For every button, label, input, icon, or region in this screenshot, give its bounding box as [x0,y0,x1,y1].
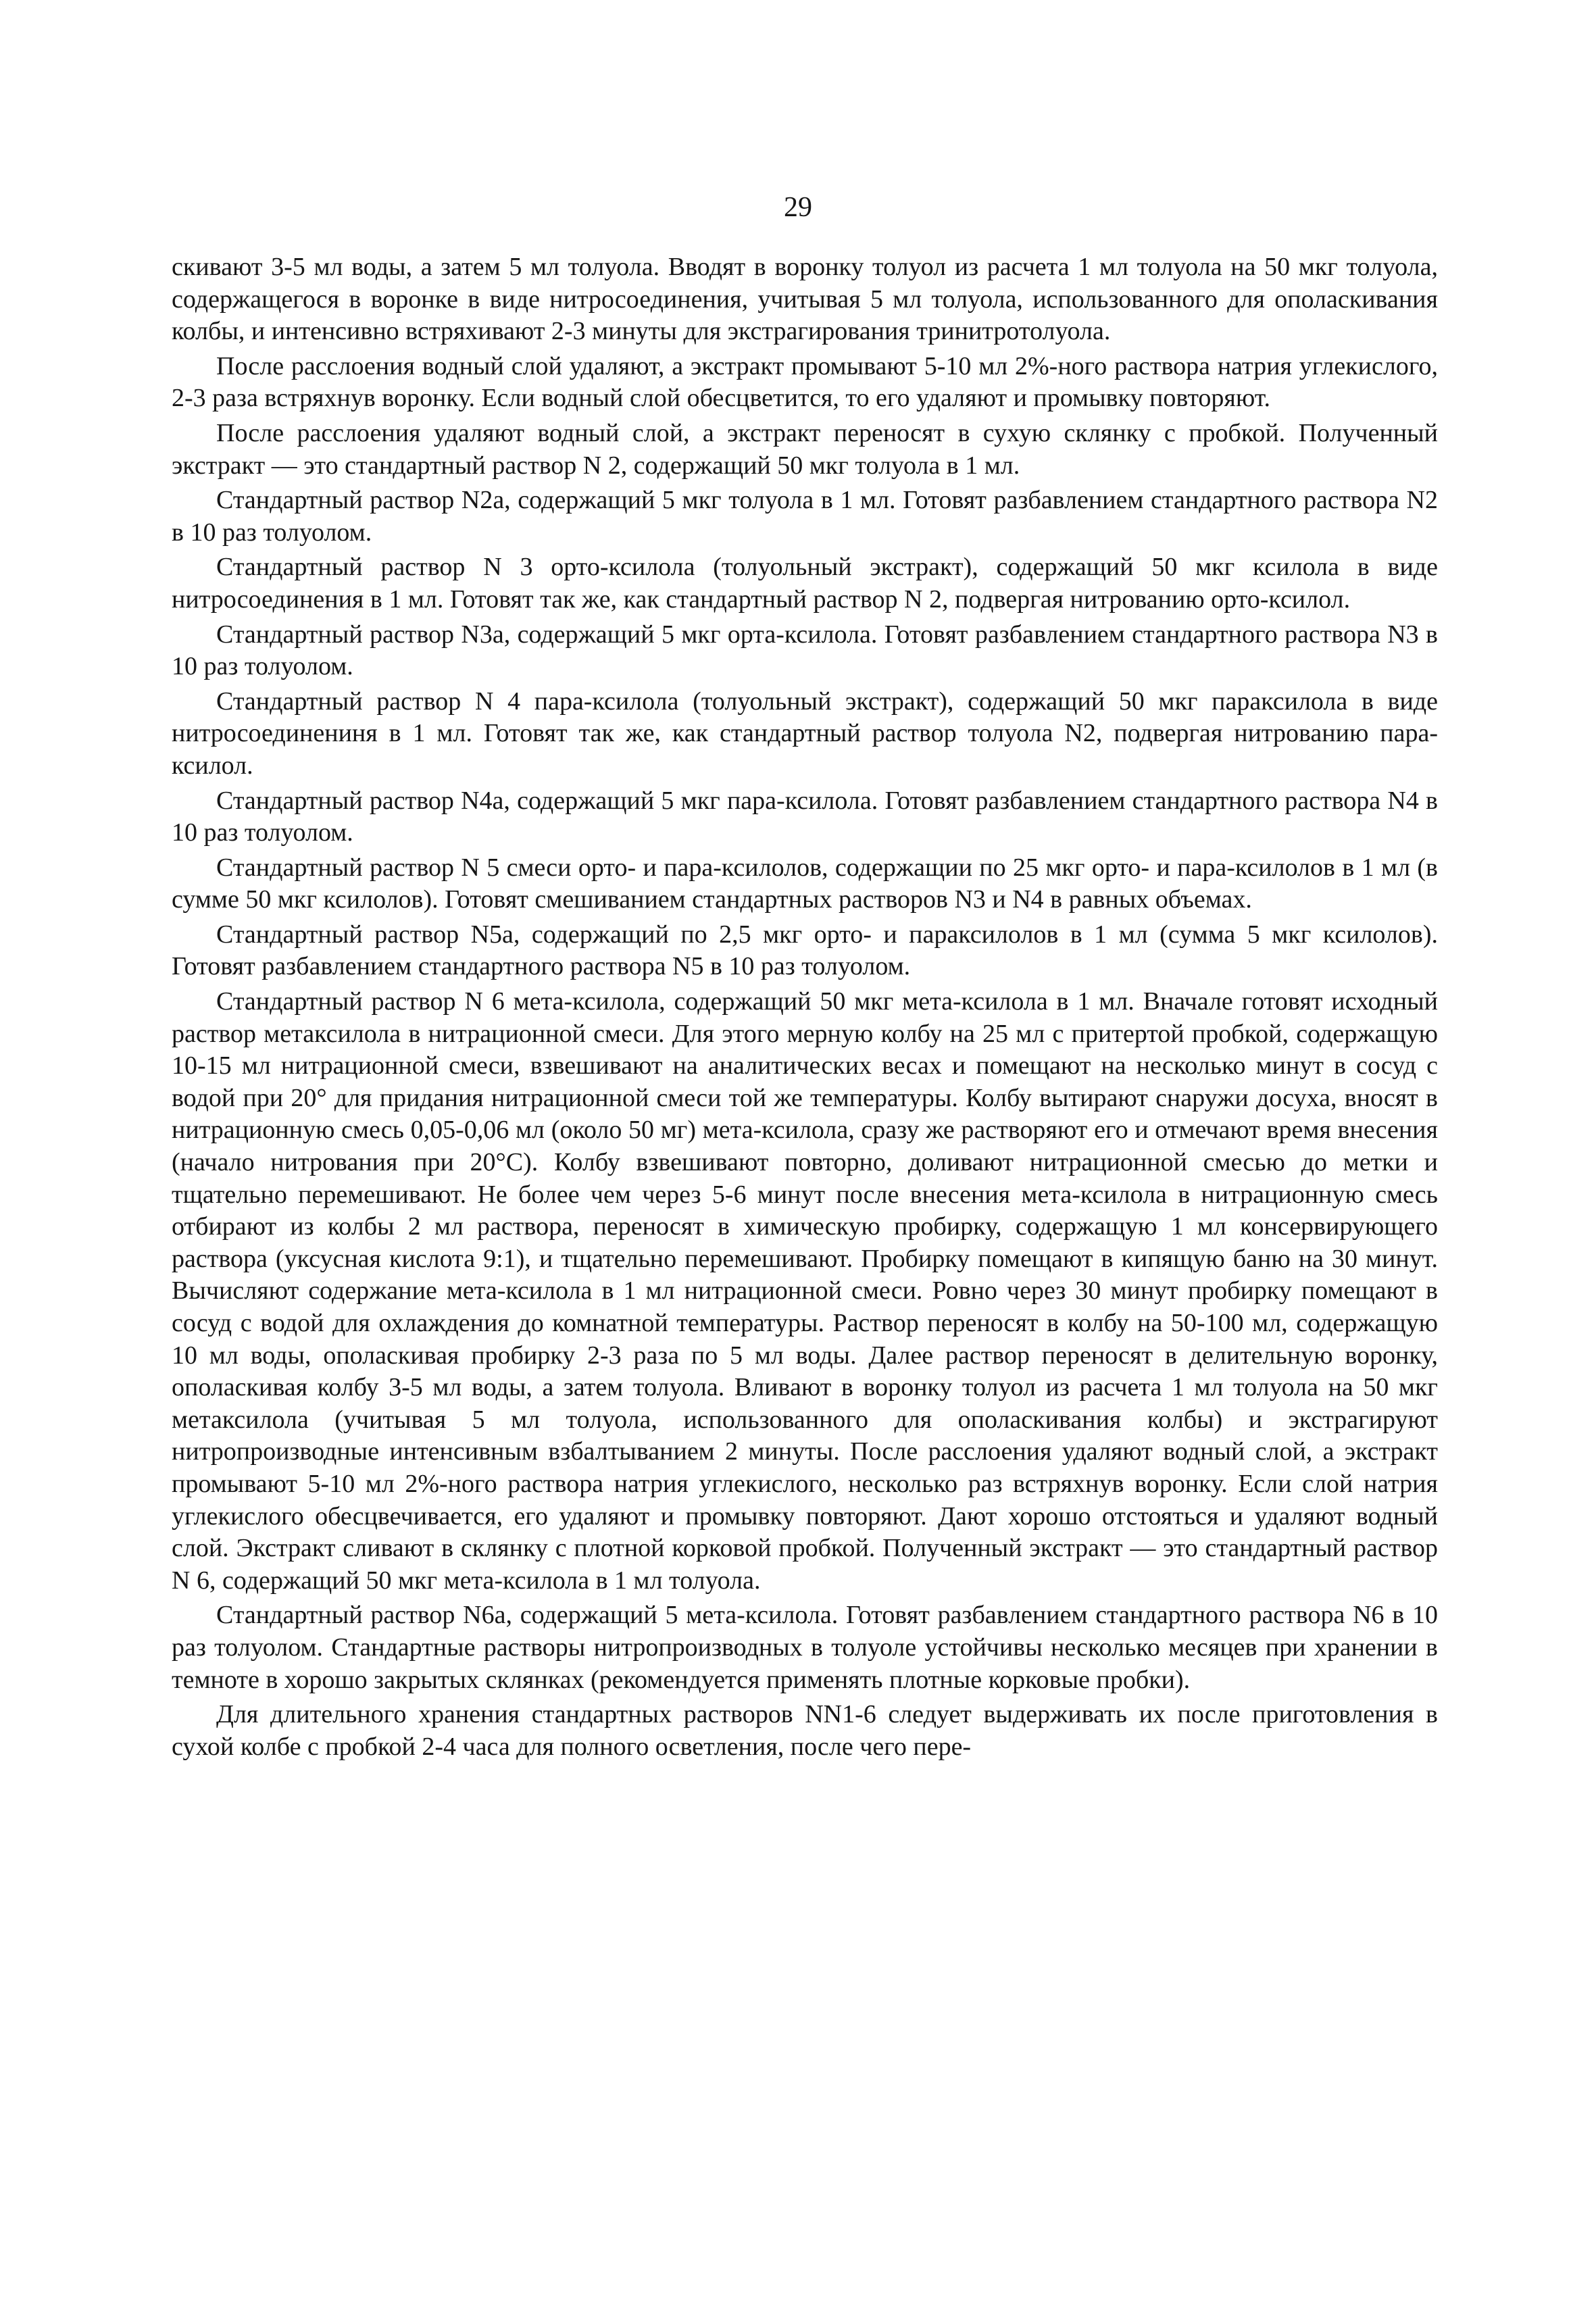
paragraph-long-term-storage: Для длительного хранения стандартных растворов NN1-6 следует выдерживать их после приготовления в сухой колбе с пробкой 2-4 часа для полного осветления, после чего пере- [172,1700,1438,1761]
document-body [172,251,1438,1766]
page-number: 29 [784,192,812,223]
paragraph-standard-solution-5a: Стандартный раствор N5а, содержащий по 2,5 мкг орто- и параксилолов в 1 мл (сумма 5 мкг ксилолов). Готовят разбавлением стандартного раствора N5 в 10 раз толуолом. [172,920,1438,981]
paragraph-standard-solution-5: Стандартный раствор N 5 смеси орто- и пара-ксилолов, содержащии по 25 мкг орто- и пара-ксилолов в 1 мл (в сумме 50 мкг ксилолов). Готовят смешиванием стандартных растворов N3 и N4 в равных объемах. [172,853,1438,914]
paragraph-standard-solution-6a: Стандартный раствор N6а, содержащий 5 мета-ксилола. Готовят разбавлением стандартного раствора N6 в 10 раз толуолом. Стандартные растворы нитропроизводных в толуоле устойчивы несколько месяцев при хранении в темноте в хорошо закрытых склянках (рекомендуется применять плотные корковые пробки). [172,1601,1438,1694]
paragraph-standard-solution-4: Стандартный раствор N 4 пара-ксилола (толуольный экстракт), содержащий 50 мкг параксилола в виде нитросоединениня в 1 мл. Готовят так же, как стандартный раствор толуола N2, подвергая нитрованию пара-ксилол. [172,687,1438,780]
paragraph-standard-solution-3: Стандартный раствор N 3 орто-ксилола (толуольный экстракт), содержащий 50 мкг ксилола в виде нитросоединения в 1 мл. Готовят так же, как стандартный раствор N 2, подвергая нитрованию орто-ксилол. [172,553,1438,614]
paragraph-standard-solution-3a: Стандартный раствор N3а, содержащий 5 мкг орта-ксилола. Готовят разбавлением стандартного раствора N3 в 10 раз толуолом. [172,620,1438,681]
paragraph-standard-solution-2: После расслоения удаляют водный слой, а экстракт переносят в сухую склянку с пробкой. Полученный экстракт — это стандартный раствор N 2, содержащий 50 мкг толуола в 1 мл. [172,418,1438,480]
paragraph-continuation: скивают 3-5 мл воды, а затем 5 мл толуола. Вводят в воронку толуол из расчета 1 мл толуола на 50 мкг толуола, содержащегося в воронке в виде нитросоединения, учитывая 5 мл толуола, использованного для ополаскивания колбы, и интенсивно встряхивают 2-3 минуты для экстрагирования тринитротолуола. [172,253,1438,346]
paragraph-standard-solution-4a: Стандартный раствор N4а, содержащий 5 мкг пара-ксилола. Готовят разбавлением стандартного раствора N4 в 10 раз толуолом. [172,786,1438,847]
paragraph-standard-solution-2a: Стандартный раствор N2а, содержащий 5 мкг толуола в 1 мл. Готовят разбавлением стандартного раствора N2 в 10 раз толуолом. [172,486,1438,547]
paragraph-extract-washing: После расслоения водный слой удаляют, а экстракт промывают 5-10 мл 2%-ного раствора натрия углекислого, 2-3 раза встряхнув воронку. Если водный слой обесцветится, то его удаляют и промывку повторяют. [172,351,1438,413]
paragraph-standard-solution-6: Стандартный раствор N 6 мета-ксилола, содержащий 50 мкг мета-ксилола в 1 мл. Вначале готовят исходный раствор метаксилола в нитрационной смеси. Для этого мерную колбу на 25 мл с притертой пробкой, содержащую 10-15 мл нитрационной смеси, взвешивают на аналитических весах и помещают на несколько минут в сосуд с водой при 20° для придания нитрационной смеси той же температуры. Колбу вытирают снаружи досуха, вносят в нитрационную смесь 0,05-0,06 мл (около 50 мг) мета-ксилола, сразу же растворяют его и отмечают время внесения (начало нитрования при 20°С). Колбу взвешивают повторно, доливают нитрационной смесью до метки и тщательно перемешивают. Не более чем через 5-6 минут после внесения мета-ксилола в нитрационную смесь отбирают из колбы 2 мл раствора, переносят в химическую пробирку, содержащую 1 мл консервирующего раствора (уксусная кислота 9:1), и тщательно перемешивают. Пробирку помещают в кипящую баню на 30 минут. Вычисляют содержание мета-ксилола в 1 мл нитрационной смеси. Ровно через 30 минут пробирку помещают в сосуд с водой для охлаждения до комнатной температуры. Раствор переносят в колбу на 50-100 мл, содержащую 10 мл воды, ополаскивая пробирку 2-3 раза по 5 мл воды. Далее раствор переносят в делительную воронку, ополаскивая колбу 3-5 мл воды, а затем толуола. Вливают в воронку толуол из расчета 1 мл толуола на 50 мкг метаксилола (учитывая 5 мл толуола, использованного для ополаскивания колбы) и экстрагируют нитропроизводные интенсивным взбалтыванием 2 минуты. После расслоения удаляют водный слой, а экстракт промывают 5-10 мл 2%-ного раствора натрия углекислого, несколько раз встряхнув воронку. Если слой натрия углекислого обесцвечивается, его удаляют и промывку повторяют. Дают хорошо отстояться и удаляют водный слой. Экстракт сливают в склянку с плотной корковой пробкой. Полученный экстракт — это стандартный раствор N 6, содержащий 50 мкг мета-ксилола в 1 мл толуола. [172,987,1438,1595]
